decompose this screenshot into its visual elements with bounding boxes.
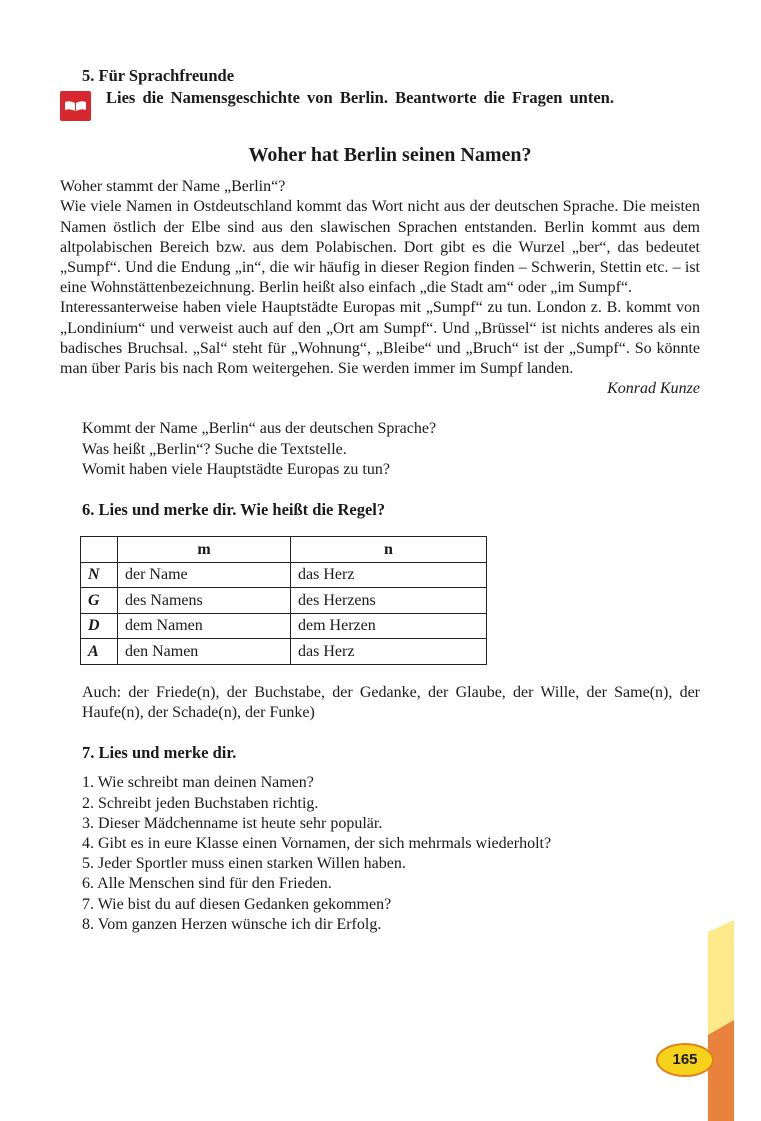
questions-list [60, 419, 700, 480]
table-cell: N [81, 562, 118, 588]
table-row [81, 588, 487, 614]
table-header: m [118, 537, 291, 563]
table-cell: des Herzens [291, 588, 487, 614]
table-cell: der Name [118, 562, 291, 588]
task5-instruction: Lies die Namensgeschichte von Berlin. Beantworte die Fragen unten. [106, 88, 614, 108]
text-author: Konrad Kunze [607, 380, 700, 398]
table-cell: dem Namen [118, 613, 291, 639]
table-row [81, 562, 487, 588]
table-row [81, 613, 487, 639]
task5-instruction-row [60, 88, 700, 121]
list-item: 4. Gibt es in eure Klasse einen Vornamen, der sich mehrmals wiederholt? [82, 834, 552, 852]
table-cell: den Namen [118, 639, 291, 665]
question-item: Was heißt „Berlin“? Suche die Textstelle. [82, 440, 347, 458]
task6-title: 6. Lies und merke dir. Wie heißt die Regel? [82, 500, 386, 520]
declension-table [80, 536, 487, 665]
question-item: Kommt der Name „Berlin“ aus der deutschen Sprache? [82, 420, 437, 438]
list-item: 1. Wie schreibt man deinen Namen? [82, 774, 314, 792]
text-title: Woher hat Berlin seinen Namen? [248, 144, 532, 167]
table-cell: A [81, 639, 118, 665]
list-item: 3. Dieser Mädchenname ist heute sehr populär. [82, 814, 383, 832]
question-item: Womit haben viele Hauptstädte Europas zu tun? [82, 460, 390, 478]
table-header-row [81, 537, 487, 563]
list-item: 6. Alle Menschen sind für den Frieden. [82, 875, 332, 893]
book-icon [60, 91, 91, 121]
list-item: 5. Jeder Sportler muss einen starken Willen haben. [82, 855, 406, 873]
task6-also: Auch: der Friede(n), der Buchstabe, der Gedanke, der Glaube, der Wille, der Same(n), der Haufe(n), der Schade(n), der Funke) [82, 683, 700, 721]
table-cell: D [81, 613, 118, 639]
text-question: Woher stammt der Name „Berlin“? [60, 178, 286, 196]
table-cell: das Herz [291, 562, 487, 588]
table-cell: dem Herzen [291, 613, 487, 639]
table-cell: G [81, 588, 118, 614]
text-paragraph-2: Interessanterweise haben viele Hauptstädte Europas mit „Sumpf“ zu tun. London z. B. kommt von „Londinium“ und verweist auch auf den „Ort am Sumpf“. Und „Brüssel“ ist nichts anderes als ein badisches Bruchsal. „Sal“ steht für „Wohnung“, „Bleibe“ und „Bruch“ ist der „Sumpf“. So könnte man über Paris bis nach Rom weitergehen. Sie werden immer im Sumpf landen. [60, 299, 700, 378]
task5-title: 5. Für Sprachfreunde [82, 66, 235, 85]
task7-title: 7. Lies und merke dir. [82, 743, 237, 763]
table-cell: des Namens [118, 588, 291, 614]
page-content [60, 66, 700, 935]
table-header [81, 537, 118, 563]
page-edge-stripe [700, 920, 740, 1121]
text-paragraph-1: Wie viele Namen in Ostdeutschland kommt das Wort nicht aus der deutschen Sprache. Die meisten Namen östlich der Elbe sind aus den slawischen Sprachen entstanden. Berlin kommt aus dem altpolabischen Bereich bzw. aus dem Polabischen. Dort gibt es die Wurzel „ber“, das bedeutet „Sumpf“. Und die Endung „in“, die wir häufig in dieser Region finden – Schwerin, Stettin etc. – ist eine Wohnstättenbezeichnung. Berlin heißt also einfach „die Stadt am“ oder „im Sumpf“. [60, 198, 700, 297]
task7-list [60, 773, 700, 935]
table-header: n [291, 537, 487, 563]
table-row [81, 639, 487, 665]
list-item: 8. Vom ganzen Herzen wünsche ich dir Erfolg. [82, 915, 382, 933]
page-number: 165 [656, 1043, 714, 1077]
list-item: 2. Schreibt jeden Buchstaben richtig. [82, 794, 319, 812]
list-item: 7. Wie bist du auf diesen Gedanken gekommen? [82, 895, 392, 913]
reading-text [60, 177, 700, 399]
table-cell: das Herz [291, 639, 487, 665]
